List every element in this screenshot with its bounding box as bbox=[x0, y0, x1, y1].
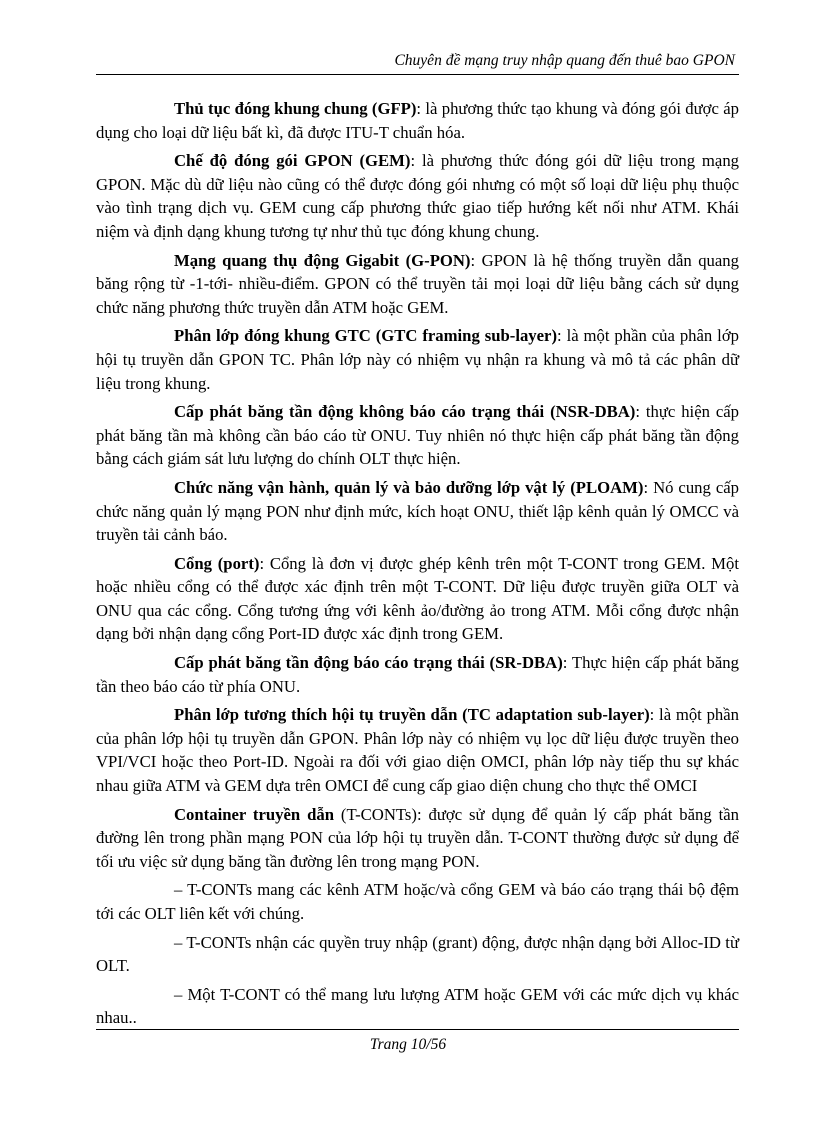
term-label: Cấp phát băng tần động không báo cáo trạng thái (NSR-DBA) bbox=[174, 402, 636, 422]
term-label: Chức năng vận hành, quản lý và bảo dưỡng lớp vật lý (PLOAM) bbox=[174, 477, 644, 497]
document-body bbox=[96, 97, 739, 1035]
term-definition: : là phương thức đóng gói dữ liệu trong mạng GPON. Mặc dù dữ liệu nào cũng có thể được đóng gói nhưng có một số loại dữ liệu phụ thuộc vào tình trạng dịch vụ. GEM cung cấp phương thức giao tiếp hướng kết nối như ATM. Khái niệm và định dạng khung tương tự như thủ tục đóng khung chung. bbox=[96, 151, 740, 241]
term-definition: : là phương thức tạo khung và đóng gói được áp dụng cho loại dữ liệu bất kì, đã được ITU-T chuẩn hóa. bbox=[96, 99, 739, 142]
bullet-text: – T-CONTs nhận các quyền truy nhập (grant) động, được nhận dạng bởi Alloc-ID từ OLT. bbox=[96, 932, 739, 976]
term-label: Phân lớp tương thích hội tụ truyền dẫn (TC adaptation sub-layer) bbox=[174, 705, 650, 725]
term-definition: (T-CONTs): được sử dụng để quản lý cấp phát băng tần đường lên trong phần mạng PON của lớp hội tụ truyền dẫn. T-CONT thường được sử dụng để tối ưu việc sử dụng băng tần đường lên trong mạng PON. bbox=[96, 804, 739, 871]
bullet-item bbox=[96, 931, 739, 978]
paragraph bbox=[96, 703, 739, 797]
paragraph bbox=[96, 651, 739, 698]
paragraph bbox=[96, 249, 739, 320]
term-label: Mạng quang thụ động Gigabit (G-PON) bbox=[174, 250, 471, 270]
term-label: Container truyền dẫn bbox=[174, 804, 334, 824]
bullet-item bbox=[96, 878, 739, 925]
footer-divider bbox=[96, 1029, 739, 1030]
term-label: Cổng (port) bbox=[174, 553, 260, 573]
term-definition: : là một phần của phân lớp hội tụ truyền dẫn GPON TC. Phân lớp này có nhiệm vụ nhận ra khung và mô tả các phân dữ liệu trong khung. bbox=[96, 326, 739, 393]
term-label: Phân lớp đóng khung GTC (GTC framing sub-layer) bbox=[174, 326, 558, 346]
paragraph bbox=[96, 149, 739, 243]
term-label: Cấp phát băng tần động báo cáo trạng thái (SR-DBA) bbox=[174, 653, 563, 673]
paragraph bbox=[96, 476, 739, 547]
term-definition: : Cổng là đơn vị được ghép kênh trên một T-CONT trong GEM. Một hoặc nhiều cổng có thể được xác định trên một T-CONT. Dữ liệu được truyền giữa OLT và ONU qua các cổng. Cổng tương ứng với kênh ảo/đường ảo trong ATM. Mỗi cổng được nhận dạng bởi nhận dạng cổng Port-ID được xác định trong GEM. bbox=[96, 553, 739, 644]
paragraph bbox=[96, 803, 739, 874]
term-label: Thủ tục đóng khung chung (GFP) bbox=[174, 99, 417, 118]
term-label: Chế độ đóng gói GPON (GEM) bbox=[174, 151, 411, 171]
term-definition: : là một phần của phân lớp hội tụ truyền dẫn GPON. Phân lớp này có nhiệm vụ lọc dữ liệu được truyền theo VPI/VCI hoặc theo Port-ID. Ngoài ra đối với giao diện OMCI, phân lớp này tiếp thu sự khác nhau giữa ATM và GEM dựa trên OMCI để cung cấp giao diện chung cho thực thể OMCI bbox=[96, 705, 740, 796]
header-title: Chuyên đề mạng truy nhập quang đến thuê bao GPON bbox=[394, 52, 735, 69]
bullet-item bbox=[96, 983, 739, 1030]
term-definition: : thực hiện cấp phát băng tần mà không cần báo cáo từ ONU. Tuy nhiên nó thực hiện cấp phát băng tần động bằng cách giám sát lưu lượng do chính OLT thực hiện. bbox=[96, 402, 739, 469]
paragraph bbox=[96, 552, 739, 646]
paragraph bbox=[96, 97, 739, 144]
page-header bbox=[96, 50, 739, 75]
term-definition: : Nó cung cấp chức năng quản lý mạng PON như định mức, kích hoạt ONU, thiết lập kênh quản lý OMCC và truyền tải cảnh báo. bbox=[96, 477, 739, 545]
paragraph bbox=[96, 324, 739, 395]
bullet-text: – Một T-CONT có thể mang lưu lượng ATM hoặc GEM với các mức dịch vụ khác nhau.. bbox=[96, 984, 739, 1028]
bullet-text: – T-CONTs mang các kênh ATM hoặc/và cổng GEM và báo cáo trạng thái bộ đệm tới các OLT liên kết với chúng. bbox=[96, 880, 739, 923]
paragraph bbox=[96, 400, 739, 471]
term-definition: : Thực hiện cấp phát băng tần theo báo cáo từ phía ONU. bbox=[96, 653, 739, 696]
page-number: Trang 10/56 bbox=[369, 1036, 447, 1053]
term-definition: : GPON là hệ thống truyền dẫn quang băng rộng từ -1-tới- nhiều-điểm. GPON có thể truyền tải mọi loại dữ liệu bằng cách sử dụng chức năng phương thức truyền dẫn ATM hoặc GEM. bbox=[96, 250, 739, 317]
